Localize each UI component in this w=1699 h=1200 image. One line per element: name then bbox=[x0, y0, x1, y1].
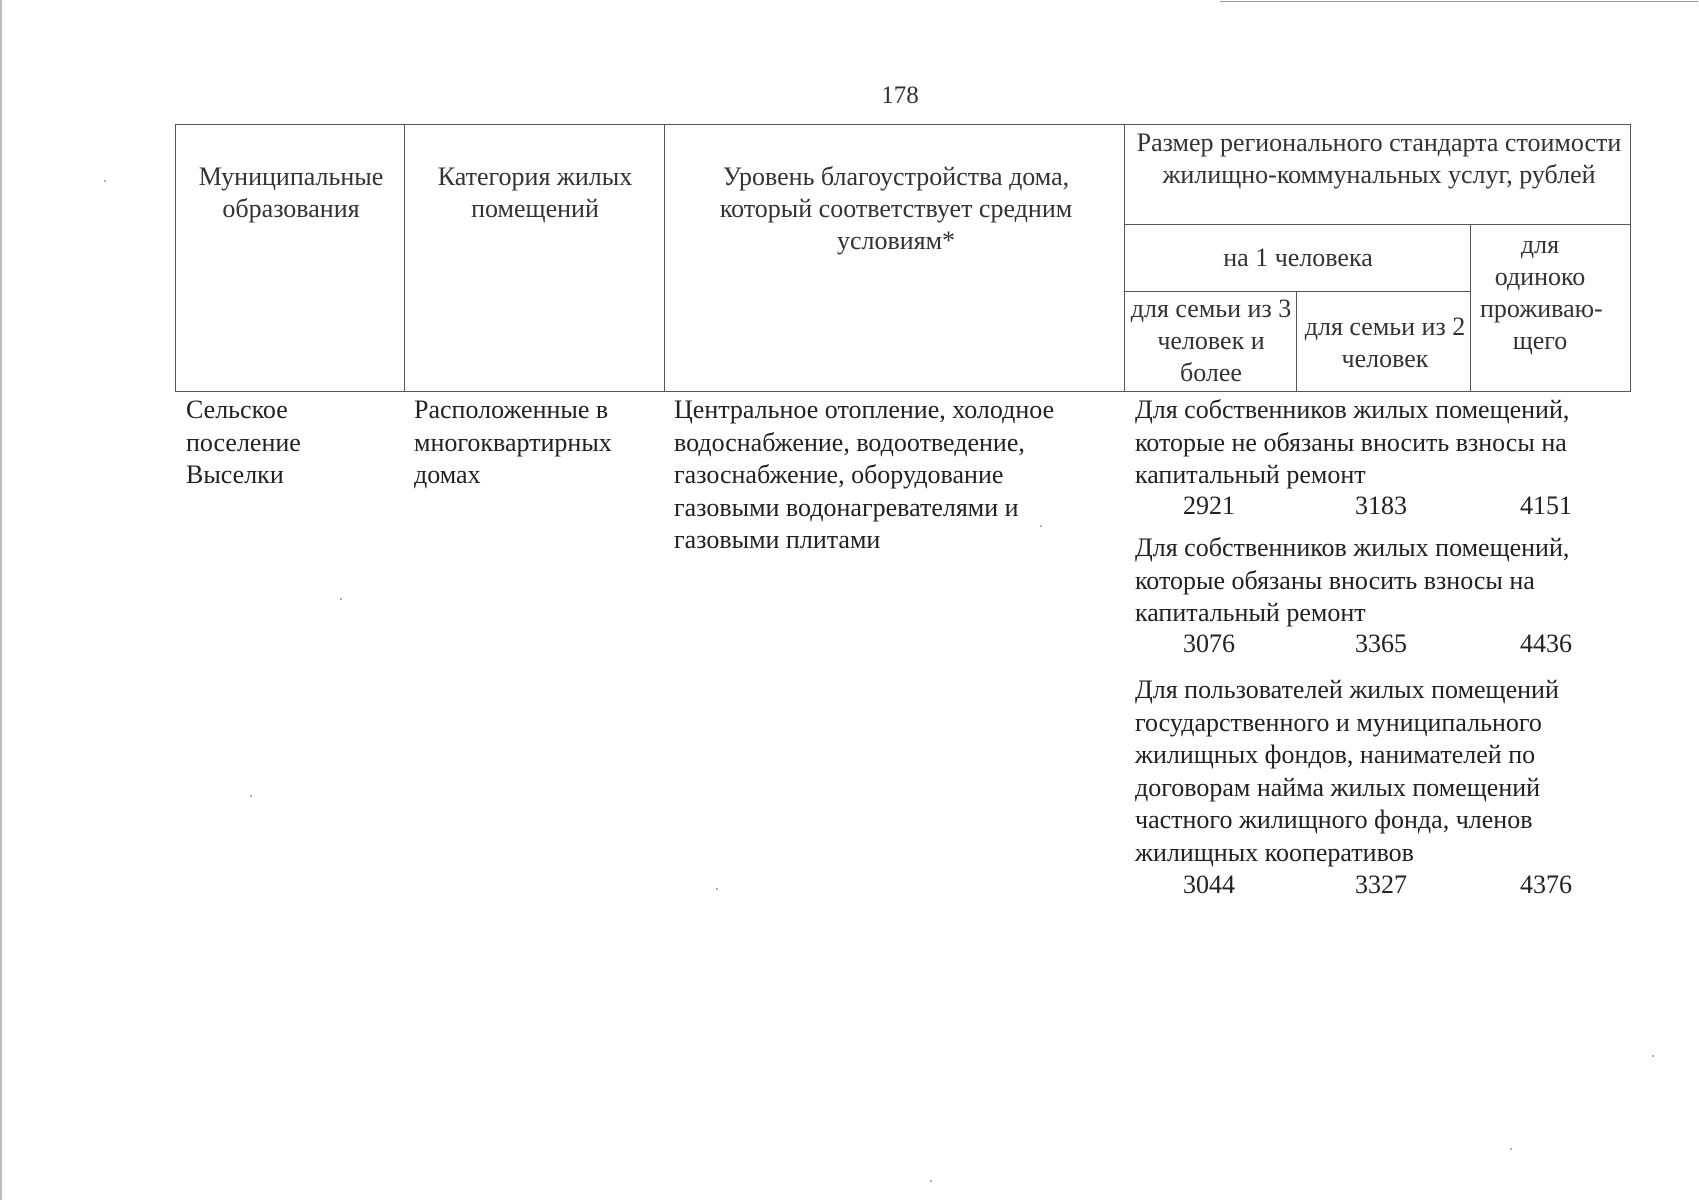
value-single: 4436 bbox=[1520, 629, 1572, 658]
header-level: Уровень благоустройства дома, который соответствует средним условиям* bbox=[719, 162, 1073, 255]
scan-speck bbox=[716, 888, 718, 890]
group-label: Для пользователей жилых помещений государственного и муниципального жилищных фондов, нанимателей по договорам найма жилых помещений частного жилищного фонда, членов жилищных кооперативов bbox=[1135, 675, 1559, 867]
value-single: 4376 bbox=[1520, 870, 1572, 899]
value-family-2: 3327 bbox=[1355, 870, 1407, 899]
value-family-3: 2921 bbox=[1183, 491, 1235, 520]
scan-speck bbox=[1652, 1055, 1654, 1057]
table-header bbox=[175, 124, 1631, 392]
header-single: для одиноко проживаю-щего bbox=[1480, 230, 1603, 355]
value-family-3: 3044 bbox=[1183, 870, 1235, 899]
column-divider bbox=[404, 125, 405, 391]
row-divider bbox=[1124, 224, 1630, 225]
scan-speck bbox=[250, 795, 252, 797]
header-family-3: для семьи из 3 человек и более bbox=[1130, 294, 1292, 387]
scan-speck bbox=[1510, 1148, 1512, 1150]
value-single: 4151 bbox=[1520, 491, 1572, 520]
header-category: Категория жилых помещений bbox=[437, 162, 633, 223]
group-label: Для собственников жилых помещений, которые обязаны вносить взносы на капитальный ремонт bbox=[1135, 533, 1570, 627]
page-number: 178 bbox=[881, 82, 919, 109]
column-divider bbox=[664, 125, 665, 391]
cell-level: Центральное отопление, холодное водоснабжение, водоотведение, газоснабжение, оборудование газовыми водонагревателями и газовыми плитами bbox=[674, 395, 1055, 554]
scan-speck bbox=[104, 180, 106, 182]
scan-edge bbox=[0, 0, 2, 1200]
scan-artifact-line bbox=[1220, 1, 1698, 2]
header-per-person: на 1 человека bbox=[1223, 243, 1373, 272]
scan-speck bbox=[930, 1180, 932, 1182]
column-divider bbox=[1470, 224, 1471, 391]
scan-speck bbox=[1040, 525, 1042, 527]
row-divider bbox=[1124, 291, 1470, 292]
scan-speck bbox=[340, 598, 342, 600]
value-family-2: 3365 bbox=[1355, 629, 1407, 658]
cell-municipal: Сельское поселение Выселки bbox=[186, 395, 301, 489]
group-label: Для собственников жилых помещений, которые не обязаны вносить взносы на капитальный ремонт bbox=[1135, 395, 1570, 489]
value-family-3: 3076 bbox=[1183, 629, 1235, 658]
cell-category: Расположенные в многоквартирных домах bbox=[414, 395, 612, 489]
header-municipal: Муниципальные образования bbox=[198, 162, 384, 223]
value-family-2: 3183 bbox=[1355, 491, 1407, 520]
header-standard-size: Размер регионального стандарта стоимости жилищно-коммунальных услуг, рублей bbox=[1136, 128, 1622, 189]
column-divider bbox=[1296, 291, 1297, 391]
header-family-2: для семьи из 2 человек bbox=[1304, 312, 1466, 373]
column-divider bbox=[1124, 125, 1125, 391]
